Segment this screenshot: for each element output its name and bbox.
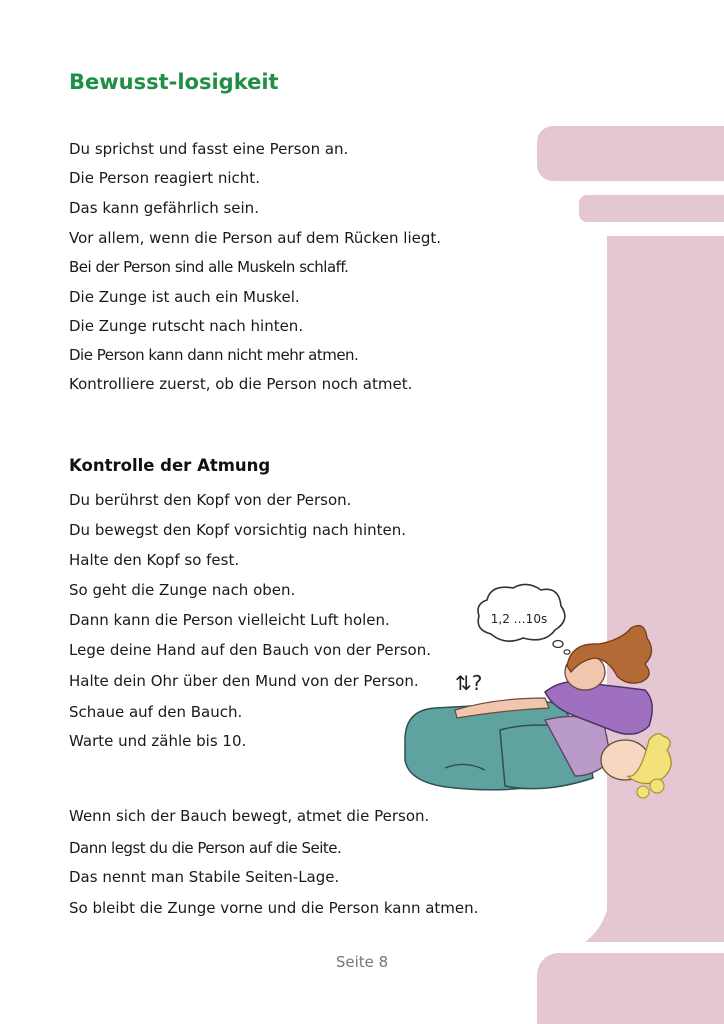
thought-bubble [478,584,570,654]
section-line: Lege deine Hand auf den Bauch von der Person. [69,641,431,659]
intro-line: Bei der Person sind alle Muskeln schlaff. [69,258,349,276]
section-line: So geht die Zunge nach oben. [69,581,296,599]
closing-line: Dann legst du die Person auf die Seite. [69,839,342,857]
section-line: Halte den Kopf so fest. [69,551,240,569]
section-line: Warte und zähle bis 10. [69,732,247,750]
closing-line: Wenn sich der Bauch bewegt, atmet die Person. [69,807,430,825]
thought-bubble-text: 1,2 …10s [490,612,548,626]
decoration-column-top-block [537,126,724,181]
decoration-column-base [585,880,724,942]
section-line: Du bewegst den Kopf vorsichtig nach hinten. [69,521,407,539]
breathing-check-illustration [395,580,675,805]
intro-line: Die Person kann dann nicht mehr atmen. [69,346,359,364]
intro-line: Die Person reagiert nicht. [69,169,260,187]
section-line: Schaue auf den Bauch. [69,703,243,721]
page-title: Bewusst-losigkeit [69,70,279,94]
intro-line: Die Zunge rutscht nach hinten. [69,317,304,335]
section-heading: Kontrolle der Atmung [69,456,271,475]
section-line: Dann kann die Person vielleicht Luft holen. [69,611,390,629]
intro-line: Das kann gefährlich sein. [69,199,259,217]
intro-line: Kontrolliere zuerst, ob die Person noch atmet. [69,375,413,393]
breathing-question-symbol: ⇅? [455,671,483,695]
decoration-column-thin-bar [579,195,724,222]
section-line: Halte dein Ohr über den Mund von der Person. [69,672,419,690]
intro-line: Vor allem, wenn die Person auf dem Rücken liegt. [69,229,442,247]
intro-line: Du sprichst und fasst eine Person an. [69,140,349,158]
intro-line: Die Zunge ist auch ein Muskel. [69,288,300,306]
closing-line: Das nennt man Stabile Seiten-Lage. [69,868,340,886]
section-line: Du berührst den Kopf von der Person. [69,491,352,509]
page-number: Seite 8 [335,953,389,971]
closing-line: So bleibt die Zunge vorne und die Person kann atmen. [69,899,479,917]
